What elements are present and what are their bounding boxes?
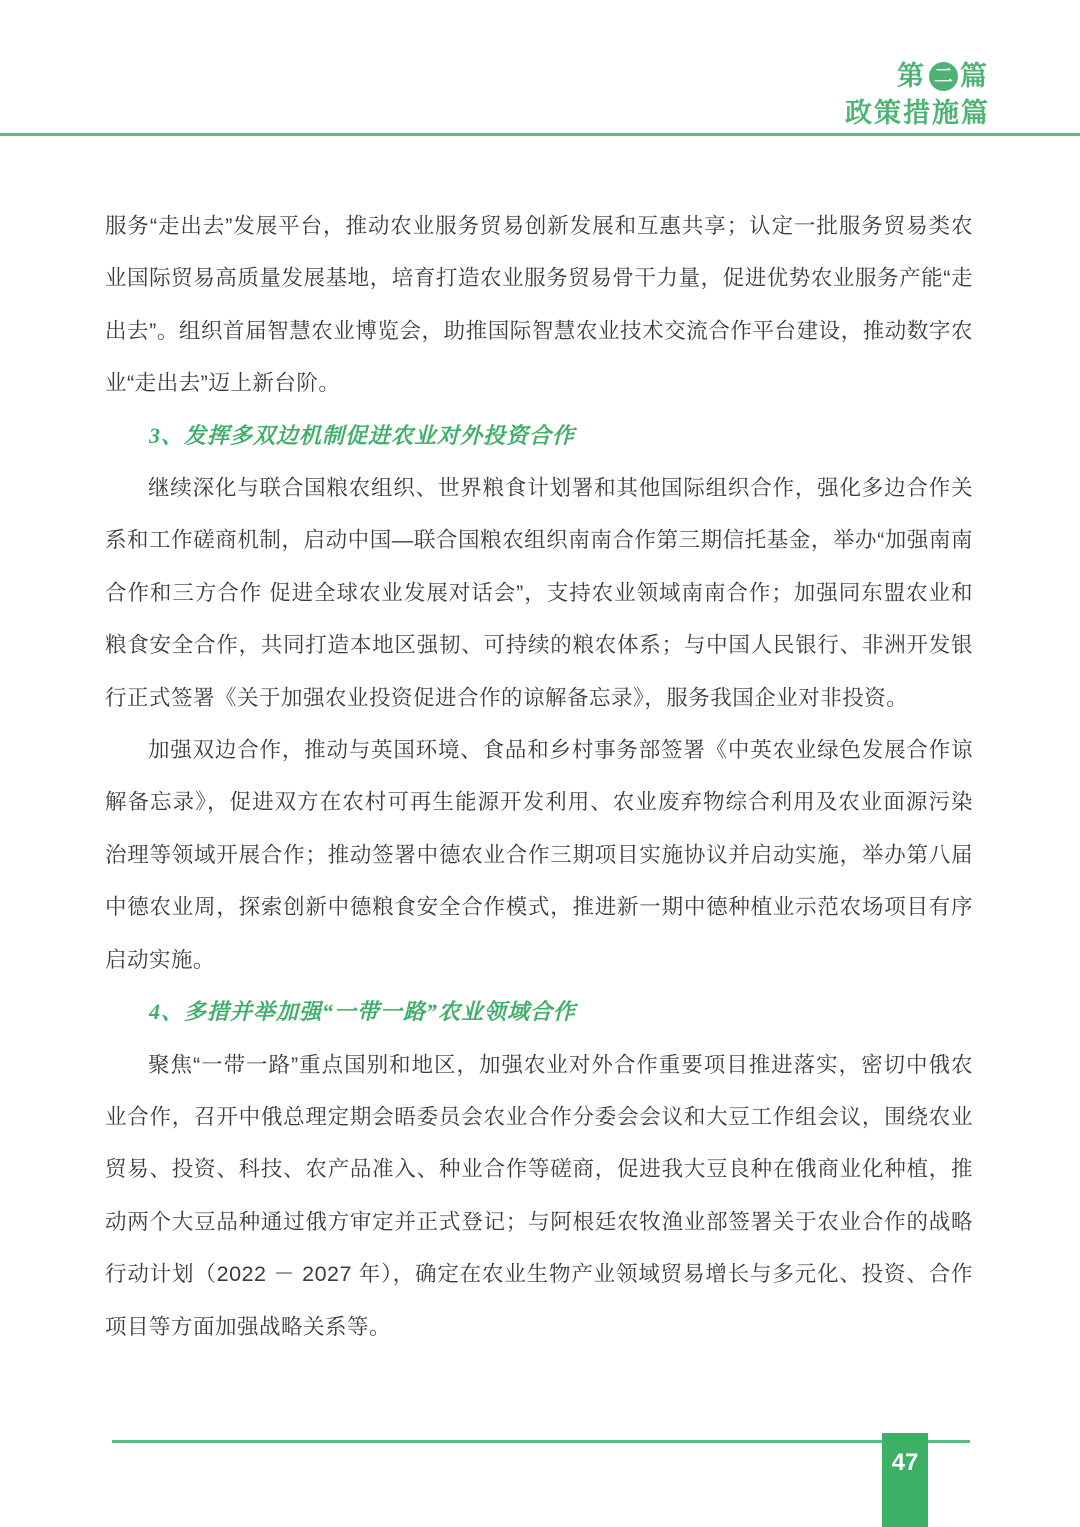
- chapter-number-badge: [929, 62, 958, 91]
- header-divider: [0, 133, 1080, 136]
- chapter-number: 二: [933, 66, 953, 87]
- paragraph: 加强双边合作，推动与英国环境、食品和乡村事务部签署《中英农业绿色发展合作谅解备忘录》，促进双方在农村可再生能源开发利用、农业废弃物综合利用及农业面源污染治理等领域开展合作；推动签署中德农业合作三期项目实施协议并启动实施，举办第八届中德农业周，探索创新中德粮食安全合作模式，推进新一期中德种植业示范农场项目有序启动实施。: [105, 738, 973, 972]
- footer-divider: [112, 1440, 970, 1443]
- chapter-prefix: 第: [897, 61, 927, 91]
- page-number-badge: [882, 1433, 928, 1527]
- paragraph: 聚焦“一带一路”重点国别和地区，加强农业对外合作重要项目推进落实，密切中俄农业合作，召开中俄总理定期会晤委员会农业合作分委会会议和大豆工作组会议，围绕农业贸易、投资、科技、农产品准入、种业合作等磋商，促进我大豆良种在俄商业化种植，推动两个大豆品种通过俄方审定并正式登记；与阿根廷农牧渔业部签署关于农业合作的战略行动计划（2022 － 2027 年），确定在农业生物产业领域贸易增长与多元化、投资、合作项目等方面加强战略关系等。: [105, 1052, 973, 1339]
- page-number: 47: [891, 1449, 919, 1476]
- section-title: 政策措施篇: [845, 97, 990, 128]
- subsection-heading-4: 4、多措并举加强“一带一路”农业领域合作: [149, 999, 577, 1025]
- subsection-heading-3: 3、发挥多双边机制促进农业对外投资合作: [149, 422, 576, 448]
- chapter-title: [845, 60, 990, 94]
- paragraph: 服务“走出去”发展平台，推动农业服务贸易创新发展和互惠共享；认定一批服务贸易类农业国际贸易高质量发展基地，培育打造农业服务贸易骨干力量，促进优势农业服务产能“走出去”。组织首届智慧农业博览会，助推国际智慧农业技术交流合作平台建设，推动数字农业“走出去”迈上新台阶。: [105, 214, 973, 396]
- page-header: [845, 60, 990, 131]
- paragraph: 继续深化与联合国粮农组织、世界粮食计划署和其他国际组织合作，强化多边合作关系和工作磋商机制，启动中国—联合国粮农组织南南合作第三期信托基金，举办“加强南南合作和三方合作 促进全球农业发展对话会”，支持农业领域南南合作；加强同东盟农业和粮食安全合作，共同打造本地区强韧、可持续的粮农体系；与中国人民银行、非洲开发银行正式签署《关于加强农业投资促进合作的谅解备忘录》，服务我国企业对非投资。: [105, 476, 973, 710]
- chapter-suffix: 篇: [960, 61, 990, 91]
- document-body: [105, 200, 973, 1353]
